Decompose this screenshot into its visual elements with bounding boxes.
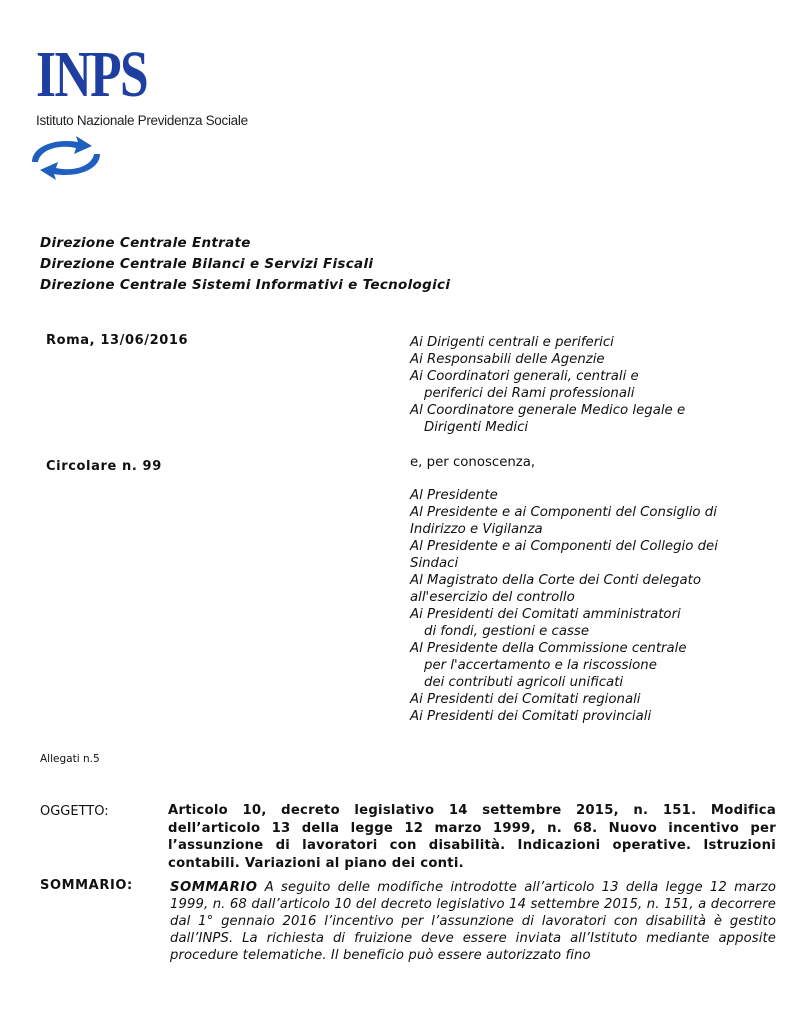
recipient-line: Ai Presidenti dei Comitati regionali [410,692,641,707]
summary-block [170,879,776,964]
recipient-line: Al Magistrato della Corte dei Conti delegato [410,573,701,588]
direction-1: Direzione Centrale Entrate [40,235,251,251]
recipient-line: Al Presidente [410,488,498,503]
recipient-line: all'esercizio del controllo [410,590,575,605]
circular-arrows-icon [26,134,106,182]
recipient-line: Dirigenti Medici [424,420,529,435]
summary-text: A seguito delle modifiche introdotte all’articolo 13 della legge 12 marzo 1999, n. 68 dall’articolo 10 del decreto legislativo 14 settembre 2015, n. 151, a decorrere dal 1° gennaio 2016 l’incentivo per l’assunzione di lavoratori con disabilità è gestito dall’INPS. La richiesta di fruizione deve essere inviata all’Istituto mediante apposite procedure telematiche. Il beneficio può essere autorizzato fino [170,880,776,963]
recipient-line: Al Coordinatore generale Medico legale e [410,403,686,418]
recipient-line: Indirizzo e Vigilanza [410,522,543,537]
recipient-line: Al Presidente della Commissione centrale [410,641,687,656]
place-date: Roma, 13/06/2016 [46,333,189,348]
recipient-line: Al Presidente e ai Componenti del Collegio dei [410,539,718,554]
recipient-line: Ai Dirigenti centrali e periferici [410,335,614,350]
summary-label: SOMMARIO: [40,878,133,893]
circolare-number: Circolare n. 99 [46,459,162,474]
recipient-line: di fondi, gestioni e casse [424,624,590,639]
recipient-line: per l'accertamento e la riscossione [424,658,657,673]
subject-text: Articolo 10, decreto legislativo 14 settembre 2015, n. 151. Modifica dell’articolo 13 della legge 12 marzo 1999, n. 68. Nuovo incentivo per l’assunzione di lavoratori con disabilità. Indicazioni operative. Istruzioni contabili. Variazioni al piano dei conti. [168,803,776,871]
recipients-cc [410,487,718,725]
recipient-line: Ai Presidenti dei Comitati amministratori [410,607,681,622]
recipient-line: Al Presidente e ai Componenti del Consiglio di [410,505,717,520]
recipient-line: Ai Responsabili delle Agenzie [410,352,605,367]
recipient-line: Sindaci [410,556,459,571]
inps-logo-text: INPS [36,38,148,111]
recipient-line: Ai Presidenti dei Comitati provinciali [410,709,652,724]
recipients-primary [410,334,685,436]
direction-2: Direzione Centrale Bilanci e Servizi Fiscali [40,256,374,272]
summary-lead: SOMMARIO [170,880,258,895]
direction-3: Direzione Centrale Sistemi Informativi e Tecnologici [40,277,451,293]
cc-label: e, per conoscenza, [410,455,536,470]
recipient-line: Ai Coordinatori generali, centrali e [410,369,639,384]
subject-label: OGGETTO: [40,804,109,819]
recipient-line: periferici dei Rami professionali [424,386,635,401]
inps-logo-subtitle: Istituto Nazionale Previdenza Sociale [36,113,248,128]
attachments-count: Allegati n.5 [40,753,100,765]
recipient-line: dei contributi agricoli unificati [424,675,624,690]
